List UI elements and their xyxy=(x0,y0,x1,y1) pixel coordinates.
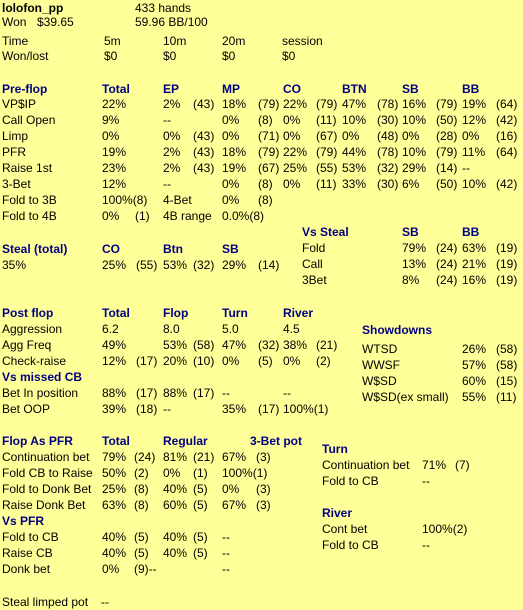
four-bet-range-label: 4B range xyxy=(163,209,212,223)
won-lost-value: $0 xyxy=(163,49,177,63)
preflop-cell: -- xyxy=(462,161,470,175)
won-lost-label: Won/lost xyxy=(2,49,49,63)
preflop-cell: 3-Bet xyxy=(2,177,31,191)
vs-steal-cell: (24) xyxy=(436,273,458,287)
missed-cb-cell: (17) xyxy=(136,386,158,400)
flop-pfr-cell: (8) xyxy=(134,498,149,512)
preflop-cell: 53% xyxy=(342,161,367,175)
vs-pfr-cell: Fold to CB xyxy=(2,530,59,544)
four-bet-label: 4-Bet xyxy=(163,193,192,207)
preflop-cell: (14) xyxy=(436,161,458,175)
flop-pfr-cell: 50% xyxy=(102,466,127,480)
flop-pfr-header: Flop As PFR xyxy=(2,434,73,448)
flop-pfr-cell: (24) xyxy=(134,450,156,464)
missed-cb-cell: 35% xyxy=(222,402,247,416)
steal-co-header: CO xyxy=(102,242,120,256)
preflop-cell: VP$IP xyxy=(2,97,37,111)
preflop-cell: (71) xyxy=(258,129,280,143)
preflop-cell: (48) xyxy=(377,129,399,143)
showdown-sample: (58) xyxy=(496,342,518,356)
vs-pfr-cell: (5) xyxy=(134,546,149,560)
flop-pfr-cell: (2) xyxy=(134,466,149,480)
postflop-header: Total xyxy=(102,306,130,320)
flop-pfr-cell: (21) xyxy=(193,450,215,464)
postflop-cell: (21) xyxy=(316,338,338,352)
flop-pfr-cell: Continuation bet xyxy=(2,450,90,464)
preflop-cell: 2% xyxy=(163,161,181,175)
missed-cb-cell: Bet OOP xyxy=(2,402,51,416)
preflop-cell: (8) xyxy=(258,113,273,127)
preflop-cell: (55) xyxy=(316,161,338,175)
preflop-cell: 18% xyxy=(222,145,247,159)
fold-to-3b-value: 100%(8) xyxy=(102,193,148,207)
vs-missed-cb-title: Vs missed CB xyxy=(2,370,83,384)
preflop-cell: (30) xyxy=(377,113,399,127)
flop-pfr-header: Total xyxy=(102,434,130,448)
time-col: session xyxy=(282,34,323,48)
four-bet-sample: (8) xyxy=(258,193,273,207)
preflop-cell: (11) xyxy=(316,177,337,191)
flop-pfr-cell: Fold CB to Raise xyxy=(2,466,93,480)
vs-pfr-cell: Donk bet xyxy=(2,562,51,576)
preflop-cell: 22% xyxy=(283,145,308,159)
showdown-label: WTSD xyxy=(362,342,398,356)
preflop-cell: 16% xyxy=(402,97,427,111)
vs-pfr-cell: 40% xyxy=(163,546,188,560)
preflop-cell: Raise 1st xyxy=(2,161,53,175)
postflop-cell: 8.0 xyxy=(163,322,180,336)
preflop-cell: 33% xyxy=(342,177,367,191)
preflop-cell: 6% xyxy=(402,177,420,191)
preflop-cell: (79) xyxy=(316,145,338,159)
vs-pfr-cell: -- xyxy=(222,530,230,544)
showdowns-title: Showdowns xyxy=(362,323,432,337)
preflop-cell: 10% xyxy=(402,145,427,159)
preflop-header: BTN xyxy=(342,82,367,96)
postflop-cell: Aggression xyxy=(2,322,63,336)
won-lost-value: $0 xyxy=(104,49,118,63)
vs-pfr-cell: -- xyxy=(222,546,230,560)
preflop-cell: 0% xyxy=(462,129,480,143)
showdown-sample: (58) xyxy=(496,358,518,372)
preflop-cell: 0% xyxy=(222,177,240,191)
vs-steal-cell: 79% xyxy=(402,241,427,255)
preflop-cell: (43) xyxy=(193,129,215,143)
showdown-label: W$SD xyxy=(362,374,397,388)
preflop-cell: 0% xyxy=(283,177,301,191)
steal-btn-header: Btn xyxy=(163,242,183,256)
preflop-cell: (50) xyxy=(436,177,458,191)
preflop-cell: 0% xyxy=(222,113,240,127)
preflop-cell: (78) xyxy=(377,145,399,159)
showdown-value: 60% xyxy=(462,374,487,388)
won-label: Won xyxy=(2,15,27,29)
preflop-cell: Limp xyxy=(2,129,29,143)
postflop-cell: 6.2 xyxy=(102,322,119,336)
won-lost-value: $0 xyxy=(282,49,296,63)
flop-pfr-cell: 67% xyxy=(222,450,247,464)
vs-pfr-cell: -- xyxy=(222,562,230,576)
missed-cb-cell: -- xyxy=(283,386,291,400)
postflop-cell: (2) xyxy=(316,354,331,368)
vs-steal-cell: (24) xyxy=(436,241,458,255)
preflop-cell: (28) xyxy=(436,129,458,143)
river-label: Cont bet xyxy=(322,522,368,536)
preflop-header: CO xyxy=(283,82,301,96)
postflop-cell: (17) xyxy=(136,354,158,368)
postflop-cell: (58) xyxy=(193,338,215,352)
vs-steal-cell: 63% xyxy=(462,241,487,255)
flop-pfr-cell: (3) xyxy=(256,450,271,464)
showdown-label: WWSF xyxy=(362,358,400,372)
postflop-cell: 0% xyxy=(222,354,240,368)
player-name: lolofon_pp xyxy=(2,1,64,15)
four-bet-value: 0% xyxy=(222,193,240,207)
bb-per-100: 59.96 BB/100 xyxy=(135,15,208,29)
missed-cb-cell: 88% xyxy=(163,386,188,400)
steal-value: 29% xyxy=(222,258,247,272)
preflop-cell: 12% xyxy=(462,113,487,127)
flop-pfr-cell: 0% xyxy=(163,466,181,480)
preflop-cell: 10% xyxy=(342,113,367,127)
hands-count: 433 hands xyxy=(135,1,192,15)
preflop-cell: (43) xyxy=(193,161,215,175)
vs-steal-cell: 13% xyxy=(402,257,427,271)
preflop-cell: (43) xyxy=(193,97,215,111)
preflop-cell: (67) xyxy=(258,161,280,175)
preflop-cell: (8) xyxy=(258,177,273,191)
preflop-cell: (42) xyxy=(496,113,518,127)
preflop-cell: (78) xyxy=(377,97,399,111)
preflop-cell: 19% xyxy=(102,145,127,159)
steal-limped-label: Steal limped pot xyxy=(2,595,89,609)
turn-label: Fold to CB xyxy=(322,474,379,488)
river-value: 100%(2) xyxy=(422,522,468,536)
preflop-header: EP xyxy=(163,82,180,96)
postflop-header: River xyxy=(283,306,314,320)
time-label: Time xyxy=(2,34,29,48)
missed-cb-cell: 100%(1) xyxy=(283,402,329,416)
preflop-cell: (43) xyxy=(193,145,215,159)
vs-pfr-cell: Raise CB xyxy=(2,546,53,560)
preflop-cell: (11) xyxy=(316,113,337,127)
preflop-cell: (79) xyxy=(436,145,458,159)
preflop-header: Pre-flop xyxy=(2,82,48,96)
vs-steal-cell: (19) xyxy=(496,273,518,287)
preflop-cell: 29% xyxy=(402,161,427,175)
fold-to-4b-value: 0% xyxy=(102,209,120,223)
vs-pfr-cell: (5) xyxy=(193,546,208,560)
postflop-cell: (10) xyxy=(193,354,215,368)
flop-pfr-cell: 100%(1) xyxy=(222,466,268,480)
steal-value: (55) xyxy=(136,258,158,272)
preflop-cell: (50) xyxy=(436,113,458,127)
postflop-cell: 5.0 xyxy=(222,322,239,336)
flop-pfr-cell: Fold to Donk Bet xyxy=(2,482,92,496)
river-title: River xyxy=(322,506,353,520)
postflop-cell: 20% xyxy=(163,354,188,368)
preflop-cell: 11% xyxy=(462,145,486,159)
preflop-cell: 0% xyxy=(222,129,240,143)
postflop-cell: (5) xyxy=(258,354,273,368)
postflop-cell: Check-raise xyxy=(2,354,67,368)
showdown-sample: (15) xyxy=(496,374,518,388)
missed-cb-cell: -- xyxy=(163,402,171,416)
preflop-cell: (79) xyxy=(436,97,458,111)
preflop-cell: (64) xyxy=(496,97,518,111)
flop-pfr-cell: (8) xyxy=(134,482,149,496)
preflop-cell: -- xyxy=(163,177,171,191)
vs-steal-cell: (19) xyxy=(496,241,518,255)
vs-pfr-cell: (5) xyxy=(193,530,208,544)
flop-pfr-cell: 67% xyxy=(222,498,247,512)
preflop-cell: -- xyxy=(163,113,171,127)
time-col: 5m xyxy=(104,34,121,48)
river-label: Fold to CB xyxy=(322,538,379,552)
flop-pfr-cell: 60% xyxy=(163,498,188,512)
turn-value: -- xyxy=(422,474,430,488)
preflop-cell: (79) xyxy=(258,97,280,111)
vs-steal-cell: (24) xyxy=(436,257,458,271)
vs-steal-bb-header: BB xyxy=(462,225,480,239)
vs-steal-cell: Call xyxy=(302,257,323,271)
flop-pfr-cell: 79% xyxy=(102,450,127,464)
showdown-value: 55% xyxy=(462,390,487,404)
postflop-cell: (32) xyxy=(258,338,280,352)
flop-pfr-cell: 0% xyxy=(222,482,240,496)
preflop-cell: 2% xyxy=(163,97,181,111)
steal-total-title: Steal (total) xyxy=(2,242,68,256)
postflop-cell: 53% xyxy=(163,338,188,352)
preflop-cell: 22% xyxy=(102,97,127,111)
steal-value: (32) xyxy=(193,258,215,272)
turn-value: 71% xyxy=(422,458,447,472)
preflop-cell: 0% xyxy=(163,129,181,143)
preflop-header: BB xyxy=(462,82,480,96)
preflop-cell: 10% xyxy=(462,177,487,191)
vs-steal-cell: 21% xyxy=(462,257,487,271)
missed-cb-cell: Bet In position xyxy=(2,386,79,400)
won-lost-value: $0 xyxy=(222,49,236,63)
showdown-value: 57% xyxy=(462,358,487,372)
preflop-cell: 0% xyxy=(283,129,301,143)
vs-steal-sb-header: SB xyxy=(402,225,419,239)
flop-pfr-cell: 63% xyxy=(102,498,127,512)
preflop-cell: (30) xyxy=(377,177,399,191)
vs-steal-cell: 16% xyxy=(462,273,487,287)
missed-cb-cell: (17) xyxy=(258,402,280,416)
vs-pfr-cell: 40% xyxy=(102,530,127,544)
steal-value: 35% xyxy=(2,258,27,272)
preflop-cell: Call Open xyxy=(2,113,56,127)
missed-cb-cell: (17) xyxy=(193,386,215,400)
preflop-cell: 9% xyxy=(102,113,120,127)
flop-pfr-header: Regular xyxy=(163,434,208,448)
preflop-cell: 10% xyxy=(402,113,427,127)
four-bet-range-value: 0.0%(8) xyxy=(222,209,265,223)
flop-pfr-cell: (5) xyxy=(193,498,208,512)
steal-value: 25% xyxy=(102,258,127,272)
fold-to-4b-sample: (1) xyxy=(135,209,150,223)
preflop-cell: (79) xyxy=(258,145,280,159)
postflop-cell: Agg Freq xyxy=(2,338,52,352)
river-value: -- xyxy=(422,538,430,552)
missed-cb-cell: 39% xyxy=(102,402,127,416)
postflop-cell: 0% xyxy=(283,354,301,368)
vs-steal-cell: 8% xyxy=(402,273,420,287)
vs-pfr-cell: (9)-- xyxy=(134,562,157,576)
flop-pfr-cell: (3) xyxy=(256,482,271,496)
missed-cb-cell: -- xyxy=(222,386,230,400)
preflop-cell: 0% xyxy=(283,113,301,127)
time-col: 20m xyxy=(222,34,246,48)
preflop-cell: (32) xyxy=(377,161,399,175)
vs-steal-title: Vs Steal xyxy=(302,225,349,239)
preflop-cell: 19% xyxy=(462,97,487,111)
showdown-sample: (11) xyxy=(496,390,517,404)
turn-label: Continuation bet xyxy=(322,458,410,472)
preflop-cell: 47% xyxy=(342,97,367,111)
turn-title: Turn xyxy=(322,442,348,456)
preflop-header: SB xyxy=(402,82,419,96)
flop-pfr-cell: 81% xyxy=(163,450,188,464)
preflop-cell: (67) xyxy=(316,129,338,143)
postflop-cell: 12% xyxy=(102,354,127,368)
missed-cb-cell: 88% xyxy=(102,386,127,400)
flop-pfr-cell: 25% xyxy=(102,482,127,496)
vs-pfr-cell: 40% xyxy=(163,530,188,544)
fold-to-4b-label: Fold to 4B xyxy=(2,209,57,223)
preflop-cell: (42) xyxy=(496,177,518,191)
postflop-header: Turn xyxy=(222,306,248,320)
preflop-cell: 23% xyxy=(102,161,127,175)
vs-pfr-cell: (5) xyxy=(134,530,149,544)
postflop-cell: 49% xyxy=(102,338,127,352)
preflop-cell: 18% xyxy=(222,97,247,111)
preflop-cell: 44% xyxy=(342,145,367,159)
preflop-cell: 0% xyxy=(402,129,420,143)
vs-pfr-cell: 0% xyxy=(102,562,120,576)
flop-pfr-cell: Raise Donk Bet xyxy=(2,498,86,512)
preflop-cell: (79) xyxy=(316,97,338,111)
vs-steal-cell: (19) xyxy=(496,257,518,271)
preflop-header: MP xyxy=(222,82,240,96)
preflop-header: Total xyxy=(102,82,130,96)
flop-pfr-cell: (5) xyxy=(193,482,208,496)
flop-pfr-cell: (1) xyxy=(193,466,208,480)
missed-cb-cell: (18) xyxy=(136,402,158,416)
vs-steal-cell: Fold xyxy=(302,241,326,255)
flop-pfr-cell: (3) xyxy=(256,498,271,512)
postflop-header: Flop xyxy=(163,306,189,320)
postflop-header: Post flop xyxy=(2,306,54,320)
won-value: $39.65 xyxy=(37,15,74,29)
preflop-cell: 0% xyxy=(102,129,120,143)
showdown-label: W$SD(ex small) xyxy=(362,390,449,404)
preflop-cell: 12% xyxy=(102,177,127,191)
preflop-cell: (16) xyxy=(496,129,518,143)
postflop-cell: 47% xyxy=(222,338,247,352)
vs-pfr-title: Vs PFR xyxy=(2,514,45,528)
postflop-cell: 38% xyxy=(283,338,308,352)
fold-to-3b-label: Fold to 3B xyxy=(2,193,57,207)
preflop-cell: 2% xyxy=(163,145,181,159)
preflop-cell: 0% xyxy=(342,129,360,143)
preflop-cell: PFR xyxy=(2,145,26,159)
postflop-cell: 4.5 xyxy=(283,322,300,336)
steal-limped-value: -- xyxy=(101,595,109,609)
flop-pfr-cell: 40% xyxy=(163,482,188,496)
vs-steal-cell: 3Bet xyxy=(302,273,327,287)
steal-value: (14) xyxy=(258,258,280,272)
turn-sample: (7) xyxy=(455,458,470,472)
showdown-value: 26% xyxy=(462,342,487,356)
time-col: 10m xyxy=(163,34,187,48)
flop-pfr-header: 3-Bet pot xyxy=(250,434,302,448)
preflop-cell: 25% xyxy=(283,161,308,175)
steal-sb-header: SB xyxy=(222,242,239,256)
preflop-cell: 19% xyxy=(222,161,247,175)
vs-pfr-cell: 40% xyxy=(102,546,127,560)
preflop-cell: 22% xyxy=(283,97,308,111)
steal-value: 53% xyxy=(163,258,188,272)
preflop-cell: (64) xyxy=(496,145,518,159)
